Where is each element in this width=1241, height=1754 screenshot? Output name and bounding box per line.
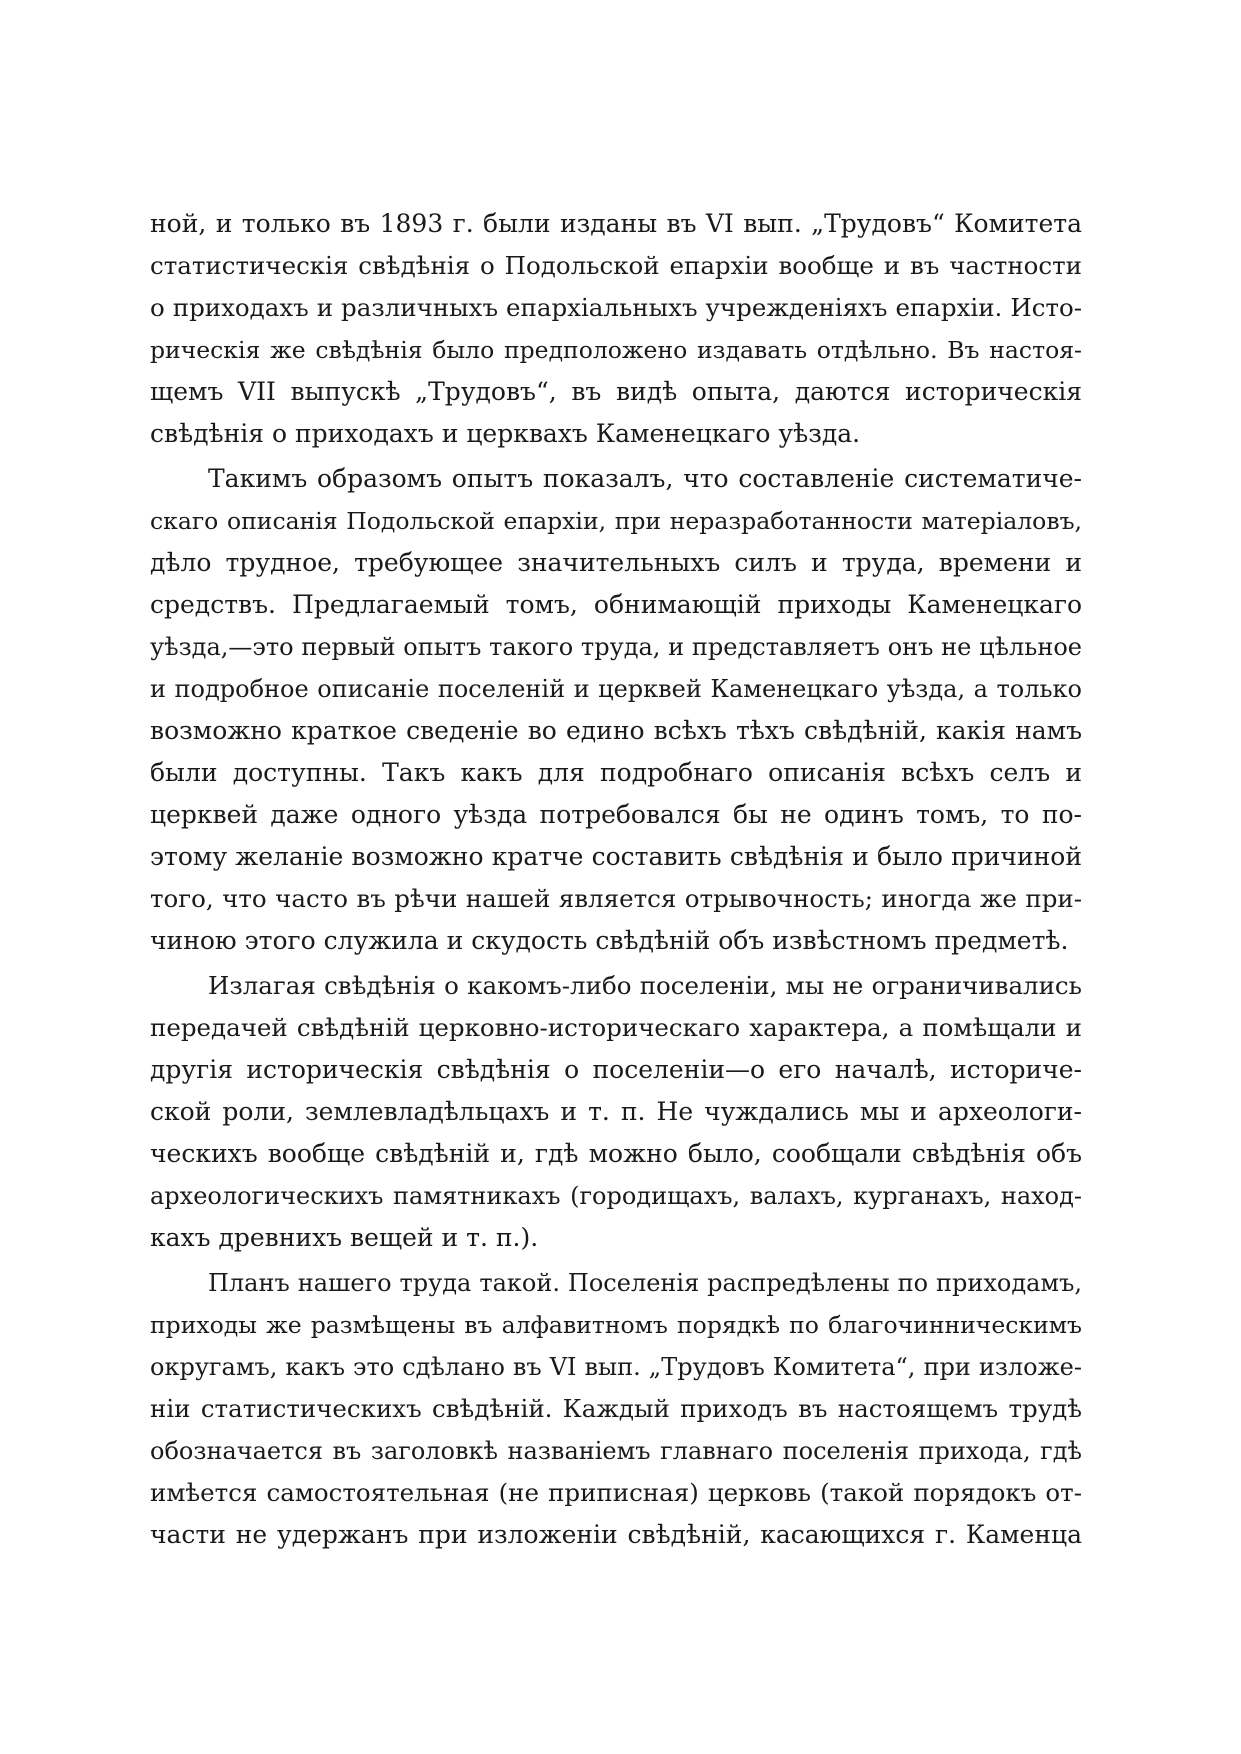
text-line: возможно краткое сведеніе во едино всѣхъ тѣхъ свѣдѣній, какія намъ [150,716,1082,745]
paragraph-3 [150,965,1082,1259]
text-line: о приходахъ и различныхъ епархіальныхъ учрежденіяхъ епархіи. Исто- [150,293,1082,322]
text-line: Такимъ образомъ опытъ показалъ, что составленіе систематиче- [208,464,1082,493]
text-line: ческихъ вообще свѣдѣній и, гдѣ можно было, сообщали свѣдѣнія объ [150,1139,1082,1168]
text-line: рическія же свѣдѣнія было предположено издавать отдѣльно. Въ настоя- [150,336,1082,364]
text-line: чиною этого служила и скудость свѣдѣній объ извѣстномъ предметѣ. [150,926,1069,955]
text-line: Планъ нашего труда такой. Поселенія распредѣлены по приходамъ, [208,1269,1082,1297]
text-line: статистическія свѣдѣнія о Подольской епархіи вообще и въ частности [150,251,1082,280]
text-line: того, что часто въ рѣчи нашей является отрывочность; иногда же при- [150,884,1082,913]
text-line: щемъ VII выпускѣ „Трудовъ“, въ видѣ опыта, даются историческія [150,377,1082,406]
text-line: были доступны. Такъ какъ для подробнаго описанія всѣхъ селъ и [150,758,1082,787]
text-line: скаго описанія Подольской епархіи, при неразработанности матеріаловъ, [150,507,1082,535]
text-line: уѣзда,—это первый опытъ такого труда, и представляетъ онъ не цѣльное [150,633,1082,661]
paragraph-2 [150,458,1082,962]
text-line: другія историческія свѣдѣнія о поселеніи—о его началѣ, историче- [150,1055,1082,1084]
text-line: ной, и только въ 1893 г. были изданы въ VI вып. „Трудовъ“ Комитета [150,209,1082,238]
text-line: передачей свѣдѣній церковно-историческаго характера, а помѣщали и [150,1013,1082,1042]
text-line: части не удержанъ при изложеніи свѣдѣній, касающихся г. Каменца [150,1520,1082,1549]
text-line: ніи статистическихъ свѣдѣній. Каждый приходъ въ настоящемъ трудѣ [150,1394,1082,1423]
text-line: церквей даже одного уѣзда потребовался бы не одинъ томъ, то по- [150,800,1082,829]
text-line: Излагая свѣдѣнія о какомъ-либо поселеніи, мы не ограничивались [208,971,1082,1000]
text-line: и подробное описаніе поселеній и церквей Каменецкаго уѣзда, а только [150,675,1082,703]
text-line: археологическихъ памятникахъ (городищахъ, валахъ, курганахъ, наход- [150,1182,1082,1210]
text-line: ской роли, землевладѣльцахъ и т. п. Не чуждались мы и археологи- [150,1097,1082,1126]
paragraph-1 [150,203,1082,455]
text-line: приходы же размѣщены въ алфавитномъ порядкѣ по благочинническимъ [150,1311,1082,1339]
text-line: этому желаніе возможно кратче составить свѣдѣнія и было причиной [150,842,1082,871]
text-line: дѣло трудное, требующее значительныхъ силъ и труда, времени и [150,548,1082,577]
text-line: округамъ, какъ это сдѣлано въ VI вып. „Трудовъ Комитета“, при изложе- [150,1353,1082,1381]
text-line: кахъ древнихъ вещей и т. п.). [150,1223,539,1252]
text-line: свѣдѣнія о приходахъ и церквахъ Каменецкаго уѣзда. [150,419,861,448]
page-body [150,203,1082,1556]
text-line: средствъ. Предлагаемый томъ, обнимающій приходы Каменецкаго [150,590,1082,619]
text-line: обозначается въ заголовкѣ названіемъ главнаго поселенія прихода, гдѣ [150,1437,1082,1465]
paragraph-4 [150,1262,1082,1556]
text-line: имѣется самостоятельная (не приписная) церковь (такой порядокъ от- [150,1478,1082,1507]
